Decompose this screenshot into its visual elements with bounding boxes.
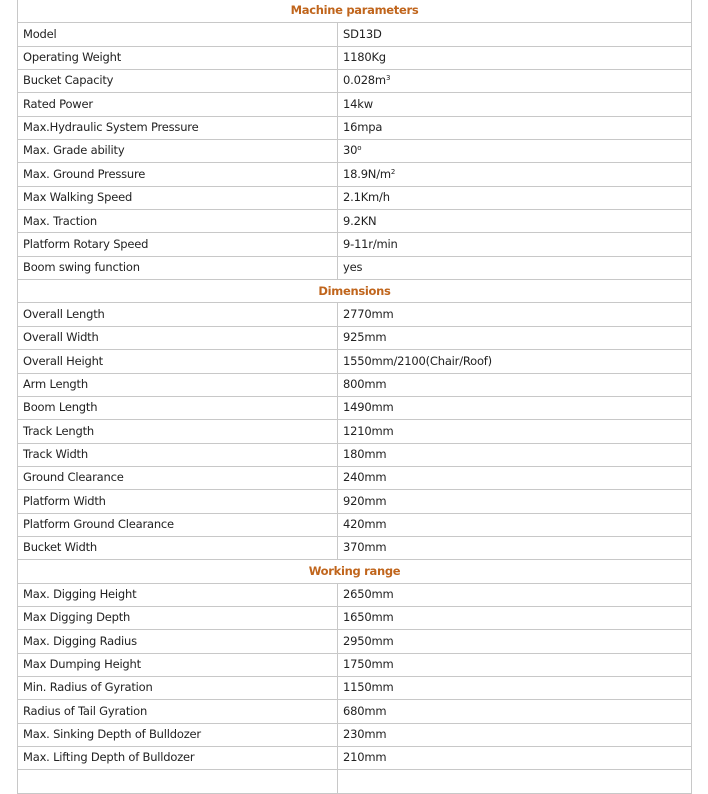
parameter-label: Max. Digging Height bbox=[18, 583, 338, 606]
parameter-label: Track Width bbox=[18, 443, 338, 466]
parameter-label: Platform Rotary Speed bbox=[18, 233, 338, 256]
parameter-value bbox=[338, 70, 692, 93]
parameter-value bbox=[338, 396, 692, 419]
table-row bbox=[18, 443, 692, 466]
parameter-label bbox=[18, 770, 338, 793]
parameter-value bbox=[338, 163, 692, 186]
spec-table-body bbox=[18, 0, 692, 793]
table-row bbox=[18, 93, 692, 116]
table-row bbox=[18, 770, 692, 793]
parameter-label: Max. Traction bbox=[18, 210, 338, 233]
value-text: 2650mm bbox=[343, 587, 394, 602]
parameter-value bbox=[338, 513, 692, 536]
table-row bbox=[18, 326, 692, 349]
section-header-row-machine-parameters bbox=[18, 0, 692, 23]
table-row bbox=[18, 303, 692, 326]
value-text: yes bbox=[343, 260, 363, 275]
parameter-label: Max. Grade ability bbox=[18, 140, 338, 163]
value-text: 2.1Km/h bbox=[343, 190, 390, 205]
parameter-label: Max. Digging Radius bbox=[18, 630, 338, 653]
parameter-label: Track Length bbox=[18, 420, 338, 443]
parameter-value bbox=[338, 93, 692, 116]
value-text: 2950mm bbox=[343, 633, 394, 648]
table-row bbox=[18, 23, 692, 46]
parameter-value bbox=[338, 256, 692, 279]
parameter-value bbox=[338, 326, 692, 349]
parameter-value bbox=[338, 466, 692, 489]
parameter-label: Arm Length bbox=[18, 373, 338, 396]
value-superscript: o bbox=[357, 144, 362, 153]
parameter-value bbox=[338, 443, 692, 466]
parameter-value bbox=[338, 536, 692, 559]
parameter-label: Platform Width bbox=[18, 490, 338, 513]
parameter-value bbox=[338, 700, 692, 723]
value-text: 1550mm/2100(Chair/Roof) bbox=[343, 353, 492, 368]
parameter-value bbox=[338, 116, 692, 139]
table-row bbox=[18, 210, 692, 233]
value-text: 14kw bbox=[343, 96, 373, 111]
table-row bbox=[18, 186, 692, 209]
table-row bbox=[18, 723, 692, 746]
parameter-value bbox=[338, 606, 692, 629]
parameter-label: Max. Lifting Depth of Bulldozer bbox=[18, 747, 338, 770]
table-row bbox=[18, 700, 692, 723]
value-text: 9-11r/min bbox=[343, 236, 398, 251]
table-row bbox=[18, 256, 692, 279]
parameter-label: Max Digging Depth bbox=[18, 606, 338, 629]
value-text: 16mpa bbox=[343, 120, 383, 135]
parameter-value bbox=[338, 747, 692, 770]
parameter-value bbox=[338, 723, 692, 746]
value-text: 210mm bbox=[343, 750, 387, 765]
table-row bbox=[18, 163, 692, 186]
table-row bbox=[18, 396, 692, 419]
table-row bbox=[18, 676, 692, 699]
table-row bbox=[18, 46, 692, 69]
parameter-label: Max.Hydraulic System Pressure bbox=[18, 116, 338, 139]
spec-table-container bbox=[17, 0, 691, 794]
value-text: 1490mm bbox=[343, 400, 394, 415]
value-text: 1180Kg bbox=[343, 50, 386, 65]
parameter-label: Rated Power bbox=[18, 93, 338, 116]
parameter-label: Overall Width bbox=[18, 326, 338, 349]
table-row bbox=[18, 536, 692, 559]
parameter-value bbox=[338, 210, 692, 233]
section-header-row-working-range bbox=[18, 560, 692, 583]
parameter-value bbox=[338, 303, 692, 326]
value-superscript: 2 bbox=[390, 167, 396, 176]
value-text: 1650mm bbox=[343, 610, 394, 625]
parameter-value bbox=[338, 630, 692, 653]
parameter-value bbox=[338, 350, 692, 373]
parameter-value bbox=[338, 420, 692, 443]
parameter-value bbox=[338, 583, 692, 606]
value-text: 30 bbox=[343, 143, 358, 158]
table-row bbox=[18, 583, 692, 606]
parameter-label: Max Walking Speed bbox=[18, 186, 338, 209]
table-row bbox=[18, 373, 692, 396]
parameter-value bbox=[338, 140, 692, 163]
section-title: Machine parameters bbox=[18, 0, 692, 23]
value-superscript: 3 bbox=[385, 74, 391, 83]
machine-spec-table bbox=[17, 0, 692, 794]
value-text: 0.028m bbox=[343, 73, 386, 88]
value-text: 240mm bbox=[343, 470, 387, 485]
section-header-row-dimensions bbox=[18, 280, 692, 303]
parameter-value bbox=[338, 653, 692, 676]
parameter-label: Radius of Tail Gyration bbox=[18, 700, 338, 723]
value-text: 920mm bbox=[343, 493, 387, 508]
value-text: 420mm bbox=[343, 516, 387, 531]
parameter-label: Bucket Capacity bbox=[18, 70, 338, 93]
table-row bbox=[18, 490, 692, 513]
table-row bbox=[18, 350, 692, 373]
section-title: Working range bbox=[18, 560, 692, 583]
table-row bbox=[18, 747, 692, 770]
value-text: 370mm bbox=[343, 540, 387, 555]
value-text: 9.2KN bbox=[343, 213, 377, 228]
parameter-label: Overall Height bbox=[18, 350, 338, 373]
table-row bbox=[18, 70, 692, 93]
table-row bbox=[18, 653, 692, 676]
value-text: 230mm bbox=[343, 727, 387, 742]
value-text: SD13D bbox=[343, 26, 382, 41]
value-text: 1150mm bbox=[343, 680, 394, 695]
table-row bbox=[18, 140, 692, 163]
parameter-label: Max. Ground Pressure bbox=[18, 163, 338, 186]
value-text: 18.9N/m bbox=[343, 166, 391, 181]
parameter-label: Ground Clearance bbox=[18, 466, 338, 489]
parameter-label: Platform Ground Clearance bbox=[18, 513, 338, 536]
table-row bbox=[18, 466, 692, 489]
parameter-value bbox=[338, 676, 692, 699]
section-title: Dimensions bbox=[18, 280, 692, 303]
parameter-label: Max. Sinking Depth of Bulldozer bbox=[18, 723, 338, 746]
parameter-value bbox=[338, 23, 692, 46]
parameter-value bbox=[338, 373, 692, 396]
table-row bbox=[18, 420, 692, 443]
table-row bbox=[18, 606, 692, 629]
parameter-label: Overall Length bbox=[18, 303, 338, 326]
value-text: 1750mm bbox=[343, 657, 394, 672]
parameter-label: Boom Length bbox=[18, 396, 338, 419]
value-text: 180mm bbox=[343, 446, 387, 461]
value-text: 680mm bbox=[343, 703, 387, 718]
parameter-label: Min. Radius of Gyration bbox=[18, 676, 338, 699]
table-row bbox=[18, 630, 692, 653]
parameter-label: Operating Weight bbox=[18, 46, 338, 69]
value-text: 925mm bbox=[343, 330, 387, 345]
parameter-value bbox=[338, 46, 692, 69]
parameter-label: Model bbox=[18, 23, 338, 46]
table-row bbox=[18, 116, 692, 139]
parameter-value bbox=[338, 770, 692, 793]
parameter-label: Boom swing function bbox=[18, 256, 338, 279]
parameter-value bbox=[338, 490, 692, 513]
parameter-value bbox=[338, 186, 692, 209]
parameter-label: Max Dumping Height bbox=[18, 653, 338, 676]
parameter-label: Bucket Width bbox=[18, 536, 338, 559]
value-text: 800mm bbox=[343, 376, 387, 391]
table-row bbox=[18, 513, 692, 536]
value-text: 2770mm bbox=[343, 306, 394, 321]
parameter-value bbox=[338, 233, 692, 256]
value-text: 1210mm bbox=[343, 423, 394, 438]
table-row bbox=[18, 233, 692, 256]
